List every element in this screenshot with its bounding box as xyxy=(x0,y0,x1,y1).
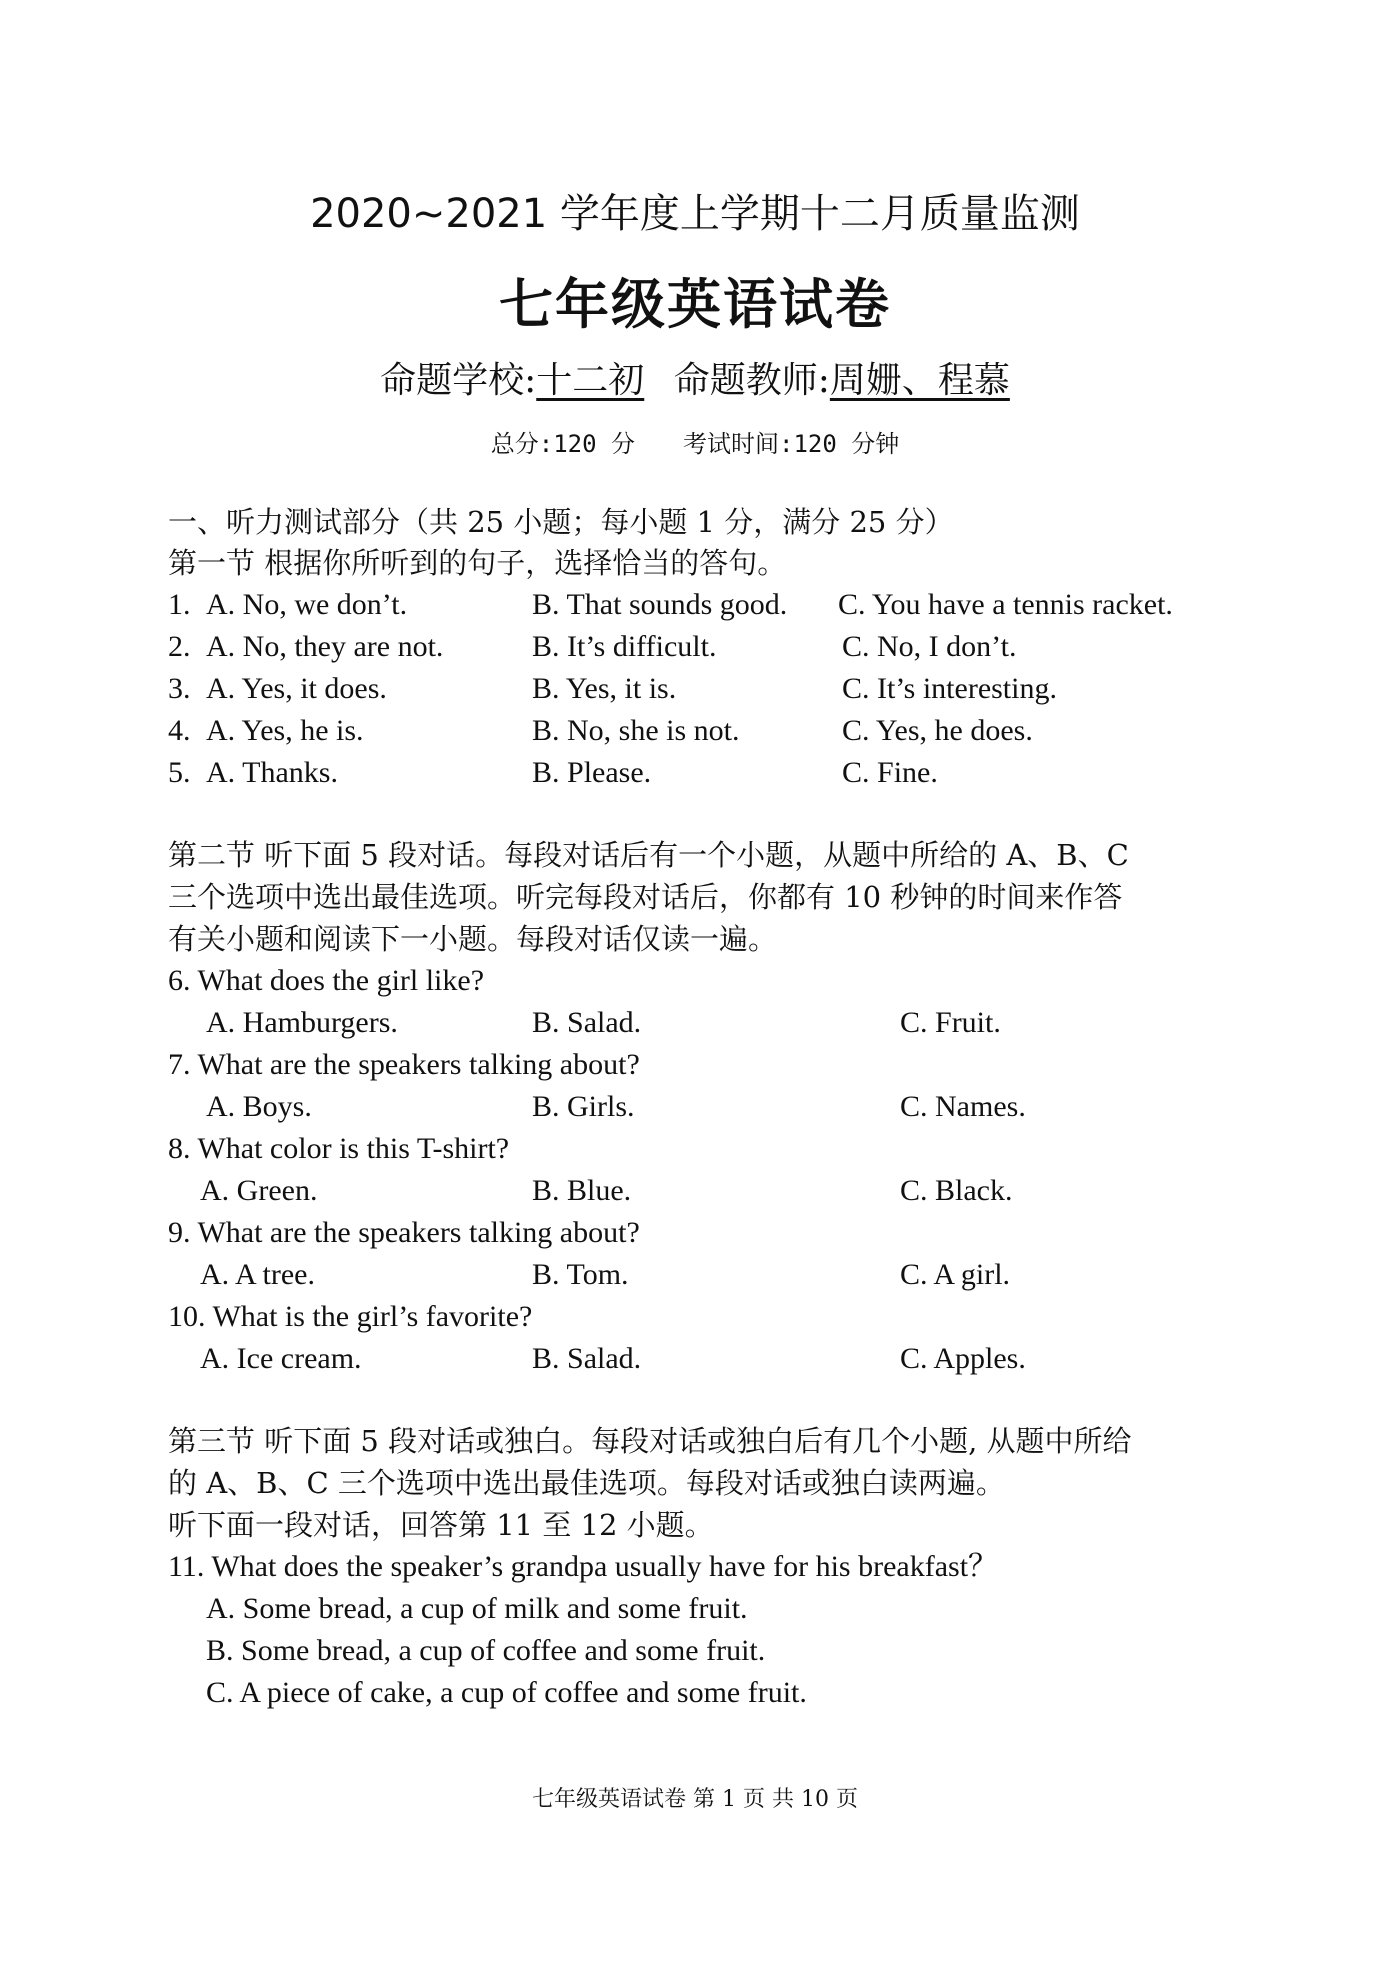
option-a: A. A tree. xyxy=(200,1258,315,1291)
option-c: C. You have a tennis racket. xyxy=(838,588,1173,621)
exam-subtitle: 七年级英语试卷 xyxy=(499,273,891,336)
question-stem: 11. What does the speaker’s grandpa usually have for his breakfast？ xyxy=(168,1550,999,1583)
question-stem: 7. What are the speakers talking about? xyxy=(168,1048,640,1081)
exam-time: 考试时间:120 分钟 xyxy=(683,430,900,458)
question-stem: 8. What color is this T-shirt? xyxy=(168,1132,510,1165)
exam-meta xyxy=(0,424,1390,459)
option-b: B. Please. xyxy=(532,756,652,789)
option-b: B. Salad. xyxy=(532,1342,642,1375)
option-c: C. A piece of cake, a cup of coffee and some fruit. xyxy=(206,1676,807,1709)
school-label: 命题学校: xyxy=(380,360,537,401)
option-b: B. That sounds good. xyxy=(532,588,788,621)
option-b: B. It’s difficult. xyxy=(532,630,717,663)
option-a: A. Hamburgers. xyxy=(206,1006,398,1039)
total-score: 总分:120 分 xyxy=(490,430,635,458)
part1-heading: 一、听力测试部分（共 25 小题；每小题 1 分，满分 25 分） xyxy=(168,505,954,539)
option-a: A. Some bread, a cup of milk and some fruit. xyxy=(206,1592,748,1625)
section2-instruction-line: 有关小题和阅读下一小题。每段对话仅读一遍。 xyxy=(168,922,778,956)
section3-instruction-line: 的 A、B、C 三个选项中选出最佳选项。每段对话或独白读两遍。 xyxy=(168,1466,1005,1500)
question-num: 2. xyxy=(168,630,191,663)
option-a: A. Yes, he is. xyxy=(206,714,364,747)
section1-instruction: 第一节 根据你所听到的句子，选择恰当的答句。 xyxy=(168,546,787,580)
section2-instruction-line: 三个选项中选出最佳选项。听完每段对话后，你都有 10 秒钟的时间来作答 xyxy=(168,880,1123,914)
option-c: C. Fine. xyxy=(842,756,938,789)
question-stem: 10. What is the girl’s favorite? xyxy=(168,1300,533,1333)
option-b: B. Some bread, a cup of coffee and some fruit. xyxy=(206,1634,766,1667)
option-a: A. Green. xyxy=(200,1174,318,1207)
exam-title: 2020~2021 学年度上学期十二月质量监测 xyxy=(310,191,1080,237)
option-c: C. A girl. xyxy=(900,1258,1011,1291)
page-footer: 七年级英语试卷 第 1 页 共 10 页 xyxy=(532,1787,858,1812)
option-c: C. Names. xyxy=(900,1090,1026,1123)
option-c: C. Fruit. xyxy=(900,1006,1001,1039)
option-a: A. No, we don’t. xyxy=(206,588,408,621)
option-a: A. Ice cream. xyxy=(200,1342,362,1375)
teacher-names: 周姗、程慕 xyxy=(829,360,1010,401)
option-b: B. Blue. xyxy=(532,1174,632,1207)
question-num: 4. xyxy=(168,714,191,747)
teacher-label: 命题教师: xyxy=(673,360,830,401)
question-stem: 9. What are the speakers talking about? xyxy=(168,1216,640,1249)
option-b: B. Salad. xyxy=(532,1006,642,1039)
section3-instruction-line: 第三节 听下面 5 段对话或独白。每段对话或独白后有几个小题, 从题中所给 xyxy=(168,1424,1132,1458)
option-a: A. Yes, it does. xyxy=(206,672,387,705)
option-b: B. No, she is not. xyxy=(532,714,740,747)
option-b: B. Yes, it is. xyxy=(532,672,677,705)
school-name: 十二初 xyxy=(536,360,645,401)
option-c: C. Apples. xyxy=(900,1342,1026,1375)
exam-setters xyxy=(0,352,1390,403)
question-num: 5. xyxy=(168,756,191,789)
option-c: C. It’s interesting. xyxy=(842,672,1057,705)
question-num: 3. xyxy=(168,672,191,705)
option-c: C. Yes, he does. xyxy=(842,714,1033,747)
option-c: C. No, I don’t. xyxy=(842,630,1017,663)
option-c: C. Black. xyxy=(900,1174,1013,1207)
option-b: B. Tom. xyxy=(532,1258,629,1291)
option-a: A. Thanks. xyxy=(206,756,338,789)
option-a: A. Boys. xyxy=(206,1090,312,1123)
question-stem: 6. What does the girl like? xyxy=(168,964,485,997)
question-num: 1. xyxy=(168,588,191,621)
option-b: B. Girls. xyxy=(532,1090,635,1123)
section3-instruction-line: 听下面一段对话，回答第 11 至 12 小题。 xyxy=(168,1508,714,1542)
section2-instruction-line: 第二节 听下面 5 段对话。每段对话后有一个小题，从题中所给的 A、B、C xyxy=(168,838,1129,872)
option-a: A. No, they are not. xyxy=(206,630,444,663)
